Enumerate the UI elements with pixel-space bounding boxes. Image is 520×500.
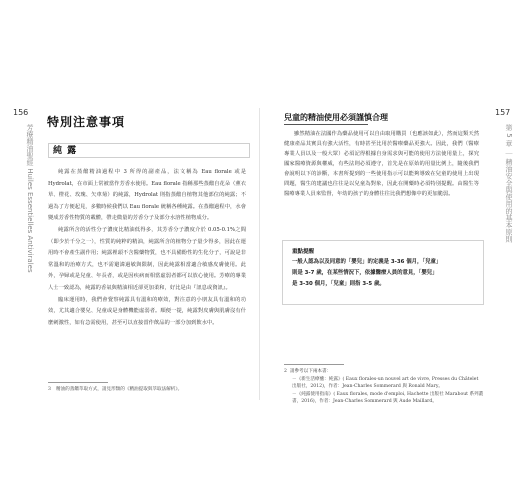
footnote-line: －《純露使用指南》( Eaux florales, mode d'emploi, Hachette 出版社 Marabout 系列叢書，2016)，作者：Jean-Charles Sommerard 與 Aude Maillard。	[292, 391, 484, 405]
callout-line: 則是 3-7 歲，在某些情況下，依據醫療人員的意見，「嬰兒」	[292, 270, 438, 276]
footnote-rule-right	[284, 364, 344, 365]
page-number-left: 156	[13, 108, 29, 117]
page-title-right: 兒童的精油使用必須謹慎合理	[284, 113, 388, 122]
footnote-right	[284, 368, 484, 406]
callout-line: 一般人認為以及同意的「嬰兒」的定義是 3-36 個月，「兒童」	[292, 259, 442, 265]
title-underline	[284, 124, 368, 125]
paragraph: 雖然精油在法國作為藥品使用可以自由取用購買（也應該如此），然而這類天然健康產品其實具有強大活性，有時甚至比用於醫療藥品更強大。因此，我們（醫療專業人員以及一般大眾）必須記得根據自身需求與可能的使用方法使用量上，探究國家醫療資源與權威，有些法則必須遵守，首先是在原始的用量比例上，隨後我們會說明以下的診斷，本書所提到的一些使用指示可以能夠導致在兒童的使用上出現問題，醫生的建議也往往是以兒童為對象，因此在開藥時必須特別提醒。由醫生等醫療專業人員來監督，年幼的孩子的身體往往比我們想像中的更加脆弱。	[284, 131, 479, 197]
page-gutter	[259, 108, 260, 400]
footnote-text: 請參考以下兩本書：	[289, 369, 332, 374]
running-head-left: 芳療精油聖經 Huiles Essentielles Antivirales	[26, 124, 34, 273]
callout-line: 是 3-30 個月，「兒童」則指 3-5 歲。	[292, 281, 385, 287]
paragraph: 純露所含的活性分子濃度比精油低得多，其芳香分子濃度介於 0.05-0.1%之間（即少於千分之一），性質的純粹的精油，純露所含的植物分子量少得多，因此在運用時不會產生副作用；純露裡頭不含醫藥物質，也不具備酚性的生化分子，可說是非常溫和的治療方式，也不需避諱過敏與限制，因此純露相當適合敏感皮膚使用。此外，孕婦或是兒童、年長者，或是因疾病而相當虛弱者都可以放心使用。芳療的專業人士一致認為，純露的香氣與精油相近卻更加柔和，好比是由『訊息或資訊』。	[48, 226, 246, 291]
footnote-mark: 2	[284, 369, 287, 374]
running-head-right: 第 5 章 ｜ 精油安全與使用的基本原則	[505, 124, 513, 243]
body-text-left	[48, 167, 246, 329]
footnote-line	[284, 368, 484, 376]
footnote-mark: 3	[48, 387, 51, 392]
footnote-rule-left	[48, 382, 108, 383]
paragraph: 臨床運用時，我們會覺察純露具有溫和的療效，對注意的小朋友具有溫和的功效，尤其適合嬰兒、兒童或是身體機能虛弱者。順便一提，純露對皮膚與肌膚沒有什麼刺激性，如有急需使用，甚至可以直接當作飲品的一部分加到飲水中。	[48, 296, 246, 326]
footnote-text: 精油的蒸餾萃取方式，請見形類的《精油提取與萃取法解析》。	[55, 387, 183, 392]
section-label-box	[48, 143, 250, 158]
callout-title: 重點提醒	[292, 249, 315, 255]
footnote-left	[48, 386, 248, 394]
footnote-line: －《新生活療癒：純露》( Eaux florales-un nouvel art de vivre, Presses du Châtelet 出版社，2012)，作者：Jean-Charles Sommerard 與 Ronald Mary。	[292, 376, 479, 390]
callout-body	[292, 257, 476, 290]
section-label: 純 露	[53, 146, 78, 156]
paragraph: 純露在蒸餾精油過程中 3 所得的副產品，法文稱為 Eau florale 或是 Hydrolat，在市面上常被當作芳香水使用。Eau florale 指稱那些蒸餾自花朵（薰衣草、橙花、玫瑰、矢車菊）的純露，Hydrolat 則指蒸餾自植物其他部位的純露；不過為了方便起見，多數時候我們以 Eau florale 統稱各種純露。在蒸餾過程中，水會變成芳香性物質的載體，帶走微量的芳香分子及部分水溶性植物成分。	[48, 169, 246, 222]
page-number-right: 157	[495, 108, 511, 117]
page-title-left: 特別注意事項	[47, 115, 126, 129]
body-text-right	[284, 129, 479, 199]
